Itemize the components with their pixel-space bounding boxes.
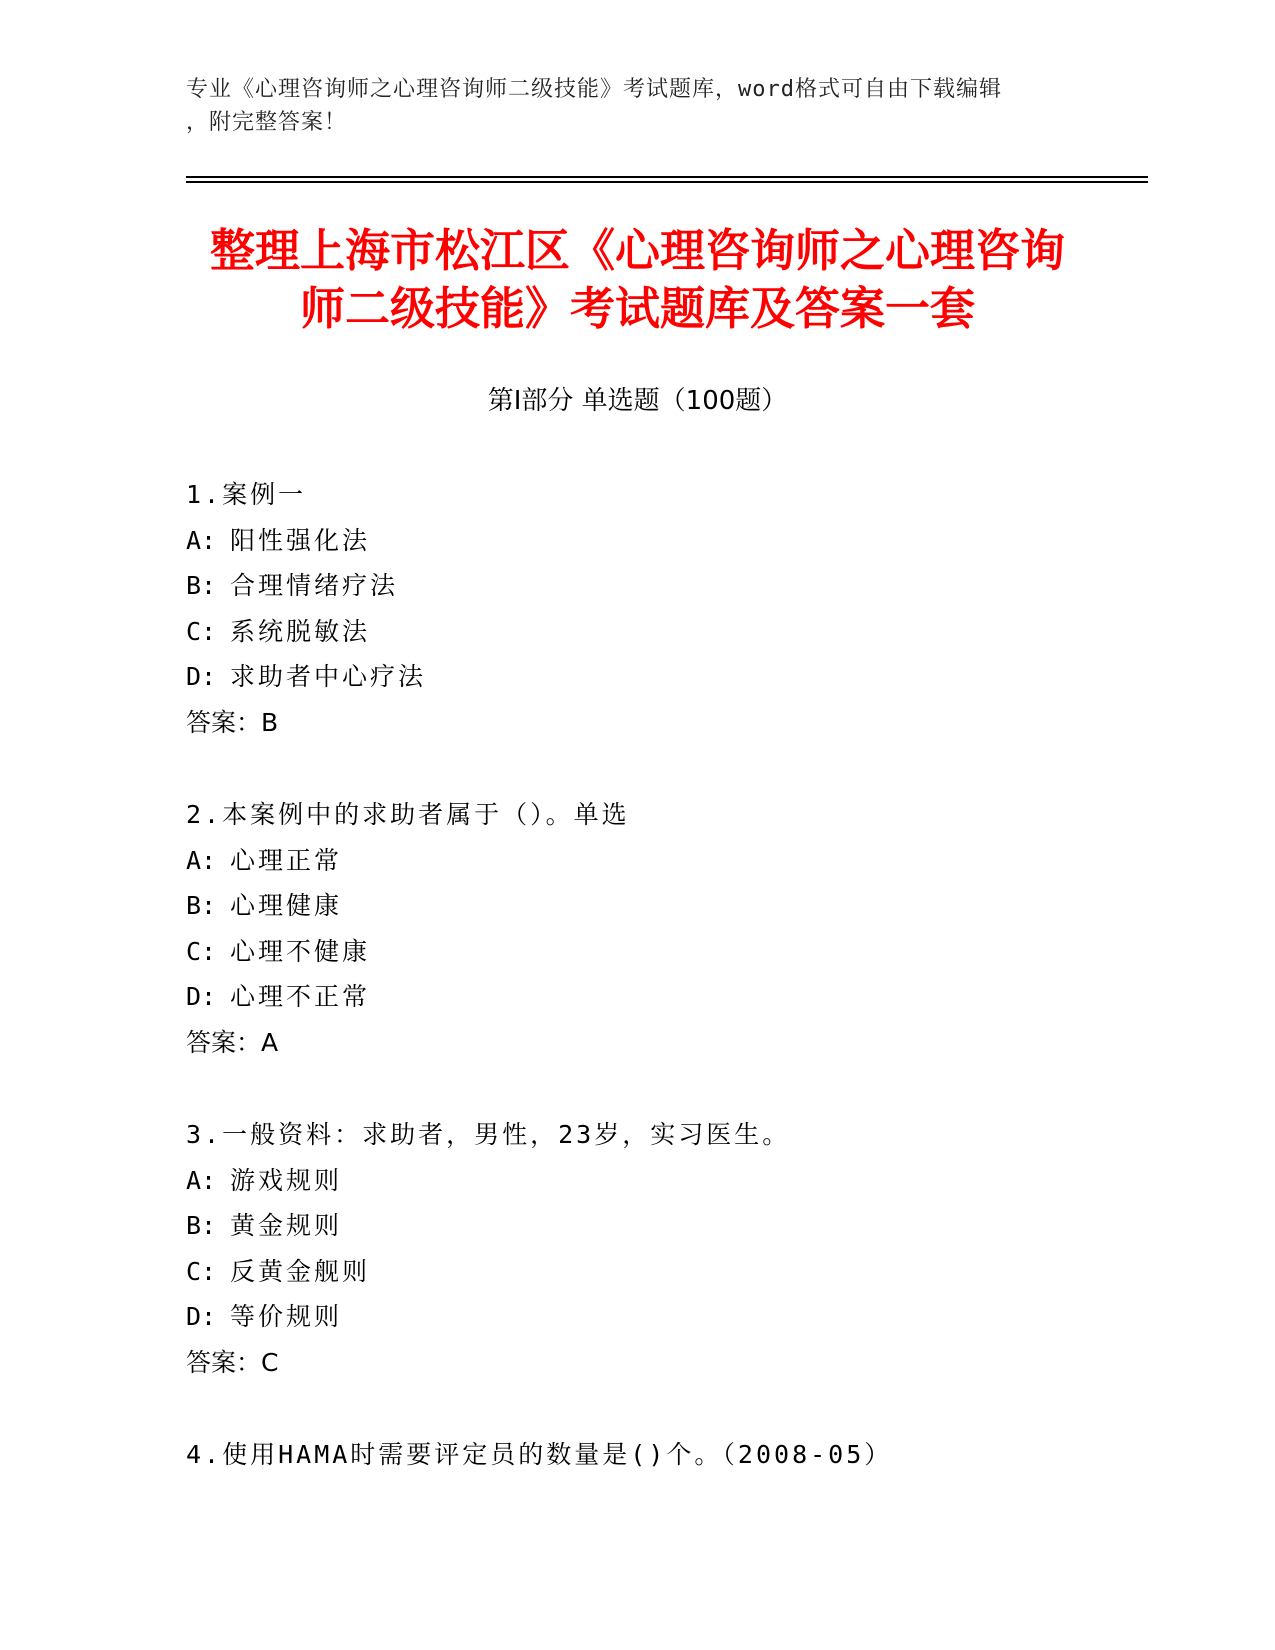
option-text: 合理情绪疗法: [230, 571, 399, 600]
document-title: [100, 222, 1175, 338]
option-text: 等价规则: [230, 1302, 343, 1331]
option-letter: D:: [186, 662, 217, 691]
option-d: [186, 654, 1146, 700]
question-1: [186, 472, 1146, 745]
option-letter: A:: [186, 525, 217, 555]
option-letter: A:: [186, 845, 217, 875]
document-title-line-1: 整理上海市松江区《心理咨询师之心理咨询: [209, 224, 1065, 277]
option-letter: A:: [186, 1165, 217, 1195]
option-text: 黄金规则: [230, 1211, 343, 1240]
option-letter: D:: [186, 1302, 217, 1331]
option-b: [186, 563, 1146, 609]
answer-label: 答案：C: [186, 1347, 279, 1377]
answer-label: 答案：A: [186, 1027, 279, 1057]
question-4: [186, 1432, 1146, 1478]
option-letter: D:: [186, 982, 217, 1011]
option-a: [186, 838, 1146, 884]
question-stem: 3.一般资料：求助者，男性，23岁，实习医生。: [186, 1120, 791, 1149]
option-text: 游戏规则: [230, 1165, 343, 1195]
question-stem: 2.本案例中的求助者属于（）。单选: [186, 800, 630, 829]
option-c: [186, 1249, 1146, 1295]
option-a: [186, 518, 1146, 564]
option-letter: B:: [186, 1211, 217, 1240]
question-list: [186, 472, 1146, 1525]
question-3: [186, 1112, 1146, 1385]
option-d: [186, 974, 1146, 1020]
header-note-line-2: ，附完整答案！: [186, 110, 348, 135]
option-text: 心理不正常: [230, 982, 371, 1011]
option-b: [186, 1203, 1146, 1249]
option-c: [186, 609, 1146, 655]
option-text: 心理健康: [230, 891, 343, 920]
header-divider-top: [186, 176, 1148, 178]
option-c: [186, 929, 1146, 975]
option-letter: B:: [186, 571, 217, 600]
option-text: 心理正常: [230, 845, 343, 875]
answer-label: 答案：B: [186, 707, 279, 737]
option-text: 反黄金舰则: [230, 1256, 371, 1286]
option-b: [186, 883, 1146, 929]
option-a: [186, 1158, 1146, 1204]
option-letter: C:: [186, 936, 217, 966]
header-note: [186, 73, 1086, 139]
document-title-line-2: 师二级技能》考试题库及答案一套: [299, 282, 975, 335]
section-heading: 第Ⅰ部分 单选题（100题）: [487, 386, 788, 416]
header-note-line-1: 专业《心理咨询师之心理咨询师二级技能》考试题库，word格式可自由下载编辑: [186, 77, 1002, 102]
option-text: 心理不健康: [230, 936, 371, 966]
option-letter: B:: [186, 891, 217, 920]
option-text: 系统脱敏法: [230, 616, 371, 646]
question-stem: 4.使用HAMA时需要评定员的数量是()个。（2008-05）: [186, 1440, 893, 1469]
option-d: [186, 1294, 1146, 1340]
option-letter: C:: [186, 616, 217, 646]
option-letter: C:: [186, 1256, 217, 1286]
option-text: 求助者中心疗法: [230, 662, 427, 691]
header-divider-bottom: [186, 181, 1148, 183]
question-stem: 1.案例一: [186, 480, 307, 509]
question-2: [186, 792, 1146, 1065]
option-text: 阳性强化法: [230, 525, 371, 555]
